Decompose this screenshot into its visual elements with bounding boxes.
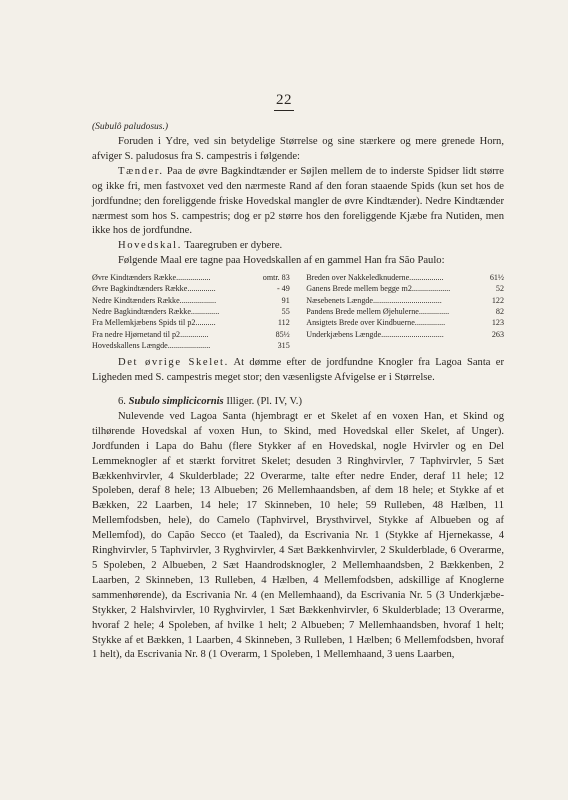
skeleton-text: At dømme efter de jordfundne Knogler fra Lagoa Santa er Ligheden med S. campestris meget stor; den væsenligste Afvigelse er i Størrelse.: [92, 357, 504, 384]
teeth-label: Tænder.: [118, 165, 164, 177]
measurement-value: 85½: [275, 329, 290, 339]
measurement-column-right: [306, 272, 504, 351]
measurement-label: Fra Mellemkjæbens Spids til p2..........: [92, 318, 216, 328]
measurement-row: [92, 340, 290, 351]
measurement-value: 112: [277, 318, 290, 328]
measurement-value: omtr. 83: [262, 273, 290, 283]
teeth-text: Paa de øvre Bagkindtænder er Søjlen mellem de to inderste Spidser lidt større og ikke fri, men fastvoxet ved den nærmeste Rand af den foran staaende Spids (kun set hos de jordfundne; den foreliggende friske Hovedskal mangler de øvre Kindtænder). Nedre Kindtænder nærmest som hos S. campestris; dog er p2 større hos den foreliggende Kjæbe fra Nutiden, men ikke hos de jordfundne.: [92, 165, 504, 237]
measurement-column-left: [92, 272, 290, 351]
measurement-label: Nedre Kindtænders Række..................: [92, 295, 217, 305]
measurement-label: Hovedskallens Længde.....................: [92, 340, 211, 350]
measurement-row: [306, 317, 504, 328]
species-name: Subulo simplicicornis: [128, 396, 224, 408]
measurement-row: [92, 317, 290, 328]
skull-label: Hovedskal.: [118, 240, 182, 252]
page-number: 22: [0, 92, 568, 111]
measurement-value: 263: [491, 329, 504, 339]
measurement-label: Pandens Brede mellem Øjehulerne...............: [306, 307, 450, 317]
skeleton-label: Det øvrige Skelet.: [118, 357, 229, 369]
measure-intro: Følgende Maal ere tagne paa Hovedskallen af en gammel Han fra São Paulo:: [118, 255, 445, 267]
measurement-row: [92, 306, 290, 317]
measurement-label: Ganens Brede mellem begge m2...................: [306, 284, 451, 294]
section-body: Nulevende ved Lagoa Santa (hjembragt er et Skelet af en voxen Han, et Skind og tilhørende Hovedskal af voxen Hun, to Skind, med Hovedskal eller Skelet, af Unger). Jordfunden i Lapa do Bahu (flere Stykker af en Hovedskal, nogle Hvirvler og en Del Lemmeknogler af et stærkt forvitret Skelet; desuden 3 Ringhvirvler, 7 Taphvirvler, 5 Sæt Bækkenhvirvler, 4 Skulderblade; 22 Overarme, talte efter nedre Ender, deraf 11 hele; 12 Spoleben, deraf 8 hele; 13 Albueben; 26 Mellemhaandsben, af dem 18 hele; et Stykke af et Bækken, 22 Laarben, 14 hele; 17 Skinneben, 10 hele; 59 Rulleben, 48 Hælben, 11 Mellemfodsben, hele), do Camelo (Taphvirvel, Brysthvirvel, Stykke af Albueben og af Mellemfod), do Capão Secco (et Taaled), da Escrivania Nr. 1 (Stykke af Hjernekasse, 4 Ringhvirvler, 5 Taphvirvler, 3 Ryghvirvler, 4 Sæt Bækkenhvirvler, 2 Skulderblade, 6 Overarme, 5 Spoleben, 2 Albueben, 2 Sæt Haandrodsknogler, 2 Mellemhaandsben, 2 Bækkenben, 2 Laarben, 2 Skinneben, 13 Rulleben, 4 Hælben, 4 Mellemfodsben, adskillige af Knoglerne sammenhørende), da Escrivania Nr. 4 (en Mellemhaand), da Escrivania Nr. 5 (3 Underkjæbe-Stykker, 2 Halshvirvler, 10 Ryghvirvler, 1 Sæt Bækkenhvirvler, 6 Skulderblade; 13 Overarme, hvoraf 2 hele; 4 Spoleben, af hvilke 1 helt; 2 Albueben; 7 Mellemhaandsben, hvoraf 1 helt; Stykke af et Bækken, 1 Laarben, 4 Skinneben, 3 Rulleben, 1 Hælben; 6 Mellemfodsben, hvoraf 1 helt), da Escrivania Nr. 8 (1 Overarm, 1 Spoleben, 1 Mellemhaand, 3 uens Laarben,: [92, 410, 504, 661]
measurement-row: [306, 283, 504, 294]
teeth-paragraph: [92, 165, 504, 240]
measurement-value: 82: [495, 307, 504, 317]
measurement-row: [92, 272, 290, 283]
measurement-label: Breden over Nakkeledknuderne.................: [306, 273, 444, 283]
section-number: 6.: [118, 396, 126, 408]
measurement-label: Fra nedre Hjørnetand til p2..............: [92, 329, 209, 339]
measurement-table: [92, 272, 504, 351]
section-heading: [92, 395, 504, 410]
measurement-label: Nedre Bagkindtænders Række..............: [92, 307, 220, 317]
measurement-label: Øvre Bagkindtænders Række..............: [92, 284, 216, 294]
measurement-row: [92, 283, 290, 294]
measurement-label: Underkjæbens Længde...............................: [306, 329, 444, 339]
measurement-value: 55: [281, 307, 290, 317]
measurement-row: [306, 306, 504, 317]
measurement-row: [306, 329, 504, 340]
measurement-row: [306, 272, 504, 283]
measurement-row: [92, 295, 290, 306]
skeleton-paragraph: [92, 356, 504, 386]
skull-paragraph: [92, 239, 504, 254]
measurement-label: Ansigtets Brede over Kindbuerne...............: [306, 318, 446, 328]
measurement-row: [92, 329, 290, 340]
measurement-row: [306, 295, 504, 306]
page-content: [92, 120, 504, 663]
skull-text: Taaregruben er dybere.: [181, 240, 283, 252]
measurement-value: - 49: [276, 284, 290, 294]
measurement-value: 122: [491, 295, 504, 305]
measurement-value: 123: [491, 318, 504, 328]
measurement-label: Næsebenets Længde..................................: [306, 295, 442, 305]
running-head: (Subulô paludosus.): [92, 122, 168, 132]
measurement-value: 61½: [489, 273, 504, 283]
species-authority: Illiger. (Pl. IV, V.): [223, 396, 302, 408]
measurement-value: 315: [277, 340, 290, 350]
intro-paragraph: Foruden i Ydre, ved sin betydelige Størrelse og sine stærkere og mere grenede Horn, afviger S. paludosus fra S. campestris i følgende:: [92, 136, 504, 162]
measurement-label: Øvre Kindtænders Række.................: [92, 273, 211, 283]
measurement-value: 91: [281, 295, 290, 305]
measurement-value: 52: [495, 284, 504, 294]
